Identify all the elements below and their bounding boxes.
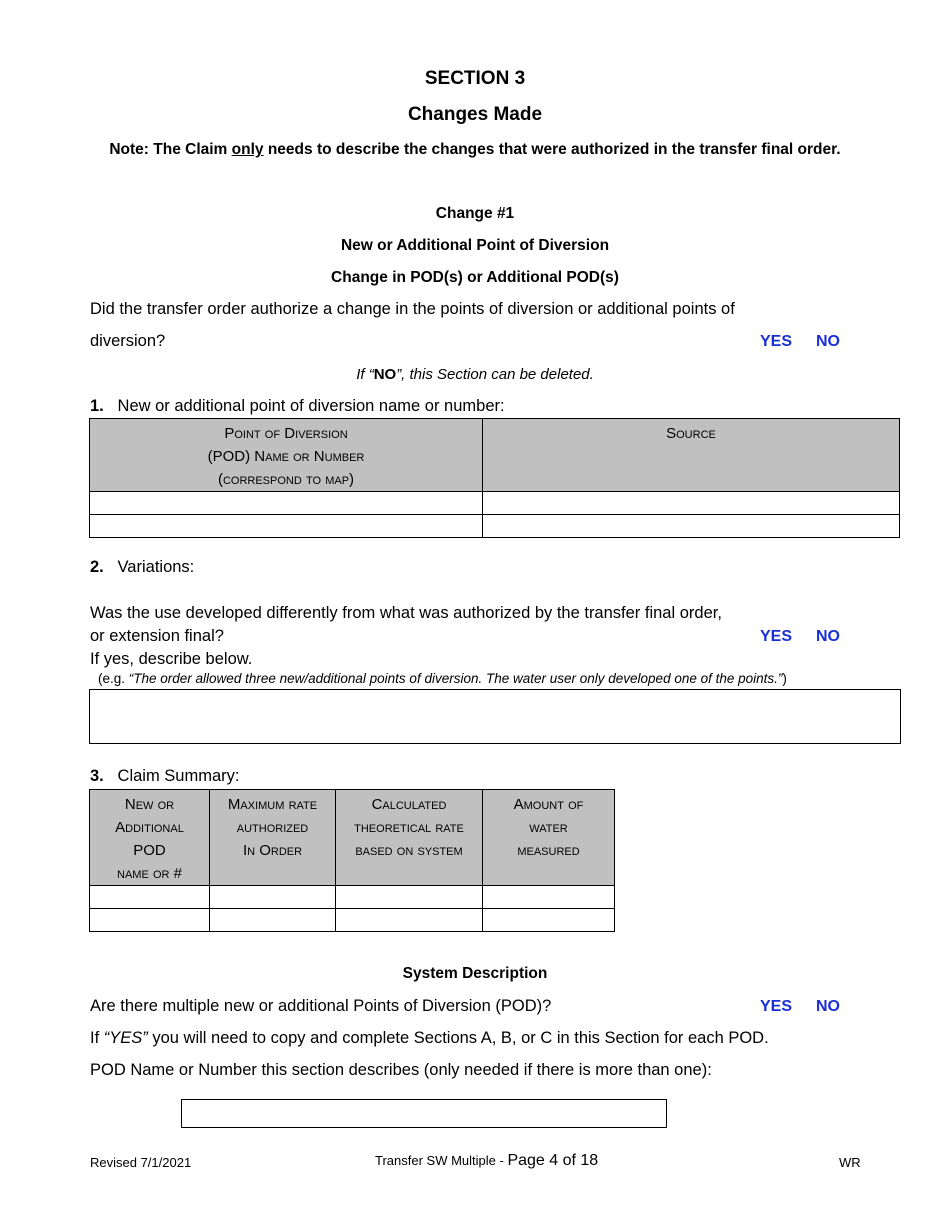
delete-note-post: ”, this Section can be deleted.	[396, 366, 594, 383]
system-no-option[interactable]: NO	[816, 998, 840, 1015]
pod-name-cell[interactable]	[90, 515, 483, 538]
summary-cell[interactable]	[483, 886, 615, 909]
summary-cell[interactable]	[336, 886, 483, 909]
summary-cell[interactable]	[336, 909, 483, 932]
note-emphasis: only	[231, 141, 264, 158]
summary-header-max-rate	[210, 790, 336, 886]
item3-number: 3.	[90, 767, 104, 785]
summary-header-pod-line3: POD	[133, 842, 166, 859]
pod-header-source	[483, 419, 900, 492]
example-pre: (e.g.	[98, 671, 129, 686]
variation-yes-option[interactable]: YES	[760, 628, 793, 645]
footer-doc	[375, 1152, 598, 1170]
summary-header-pod-line4: name or #	[117, 865, 182, 882]
pod-table	[89, 418, 900, 538]
footer-code: WR	[839, 1155, 861, 1170]
item1-text: New or additional point of diversion name or number:	[117, 397, 505, 415]
system-if-pre: If	[90, 1029, 104, 1047]
change-question-line1: Did the transfer order authorize a change in the points of diversion or additional points of	[90, 300, 735, 318]
summary-header-amt-line2: water	[529, 819, 568, 836]
summary-header-measured	[483, 790, 615, 886]
system-question: Are there multiple new or additional Points of Diversion (POD)?	[90, 997, 552, 1015]
change-no-option[interactable]: NO	[816, 333, 840, 350]
pod-header-name	[90, 419, 483, 492]
system-heading: System Description	[402, 965, 548, 982]
pod-header-line3: (correspond to map)	[217, 471, 355, 488]
item1-number: 1.	[90, 397, 104, 415]
table-row	[90, 909, 615, 932]
note	[0, 141, 950, 159]
summary-header-pod-line1: New or	[124, 796, 175, 813]
footer-doc-name: Transfer SW Multiple -	[375, 1153, 508, 1168]
delete-note	[0, 366, 950, 383]
summary-header-amt-line3: measured	[517, 842, 580, 859]
change-subheading-2: Change in POD(s) or Additional POD(s)	[331, 269, 619, 286]
item1-label	[90, 397, 505, 416]
note-text-rest: needs to describe the changes that were authorized in the transfer final order.	[263, 141, 841, 158]
summary-header-calc-line2: theoretical rate	[354, 819, 464, 836]
example-text	[98, 671, 787, 686]
summary-header-calc-line1: Calculated	[371, 796, 447, 813]
describe-instruction: If yes, describe below.	[90, 650, 253, 668]
summary-header-calculated	[336, 790, 483, 886]
system-copy-instruction	[90, 1029, 769, 1048]
item2-label	[90, 558, 194, 577]
item3-label	[90, 767, 239, 786]
pod-name-label: POD Name or Number this section describes (only needed if there is more than one):	[90, 1061, 712, 1079]
summary-cell[interactable]	[90, 909, 210, 932]
variation-question-line1: Was the use developed differently from what was authorized by the transfer final order,	[90, 604, 722, 622]
item2-number: 2.	[90, 558, 104, 576]
system-yes-option[interactable]: YES	[760, 998, 793, 1015]
summary-header-pod-line2: Additional	[115, 819, 184, 836]
summary-header-amt-line1: Amount of	[513, 796, 584, 813]
pod-header-line2: (POD) Name or Number	[207, 448, 365, 465]
change-subheading-1: New or Additional Point of Diversion	[340, 237, 610, 254]
page-title: Changes Made	[407, 104, 543, 125]
footer-page-number: Page 4 of 18	[507, 1152, 599, 1169]
section-title: SECTION 3	[424, 68, 526, 89]
source-header-text: Source	[666, 425, 716, 442]
delete-note-pre: If “	[356, 366, 374, 383]
pod-name-cell[interactable]	[90, 492, 483, 515]
summary-cell[interactable]	[210, 886, 336, 909]
summary-header-max-line1: Maximum rate	[227, 796, 318, 813]
change-heading: Change #1	[435, 205, 515, 222]
variation-description-field[interactable]	[89, 689, 901, 744]
pod-header-line1: Point of Diversion	[224, 425, 348, 442]
item3-text: Claim Summary:	[117, 767, 240, 785]
change-yes-option[interactable]: YES	[760, 333, 793, 350]
summary-cell[interactable]	[90, 886, 210, 909]
summary-cell[interactable]	[483, 909, 615, 932]
claim-summary-table	[89, 789, 615, 932]
pod-name-input[interactable]	[181, 1099, 667, 1128]
delete-note-bold: NO	[373, 366, 397, 383]
summary-header-max-line2: authorized	[236, 819, 309, 836]
system-if-post: you will need to copy and complete Sections A, B, or C in this Section for each POD.	[147, 1029, 769, 1047]
item2-text: Variations:	[117, 558, 195, 576]
variation-question-line2: or extension final?	[90, 627, 224, 645]
footer-revised: Revised 7/1/2021	[90, 1155, 192, 1170]
note-text: Note: The Claim	[109, 141, 232, 158]
example-quote: “The order allowed three new/additional points of diversion. The water user only developed one of the points.”	[128, 671, 783, 686]
table-row	[90, 886, 615, 909]
variation-no-option[interactable]: NO	[816, 628, 840, 645]
summary-header-calc-line3: based on system	[355, 842, 463, 859]
system-if-yes: “YES”	[103, 1029, 148, 1047]
example-post: )	[782, 671, 787, 686]
summary-header-max-line3: In Order	[242, 842, 303, 859]
table-row	[90, 492, 900, 515]
summary-cell[interactable]	[210, 909, 336, 932]
source-cell[interactable]	[483, 492, 900, 515]
table-row	[90, 515, 900, 538]
summary-header-pod	[90, 790, 210, 886]
source-cell[interactable]	[483, 515, 900, 538]
change-question-line2: diversion?	[90, 332, 166, 350]
